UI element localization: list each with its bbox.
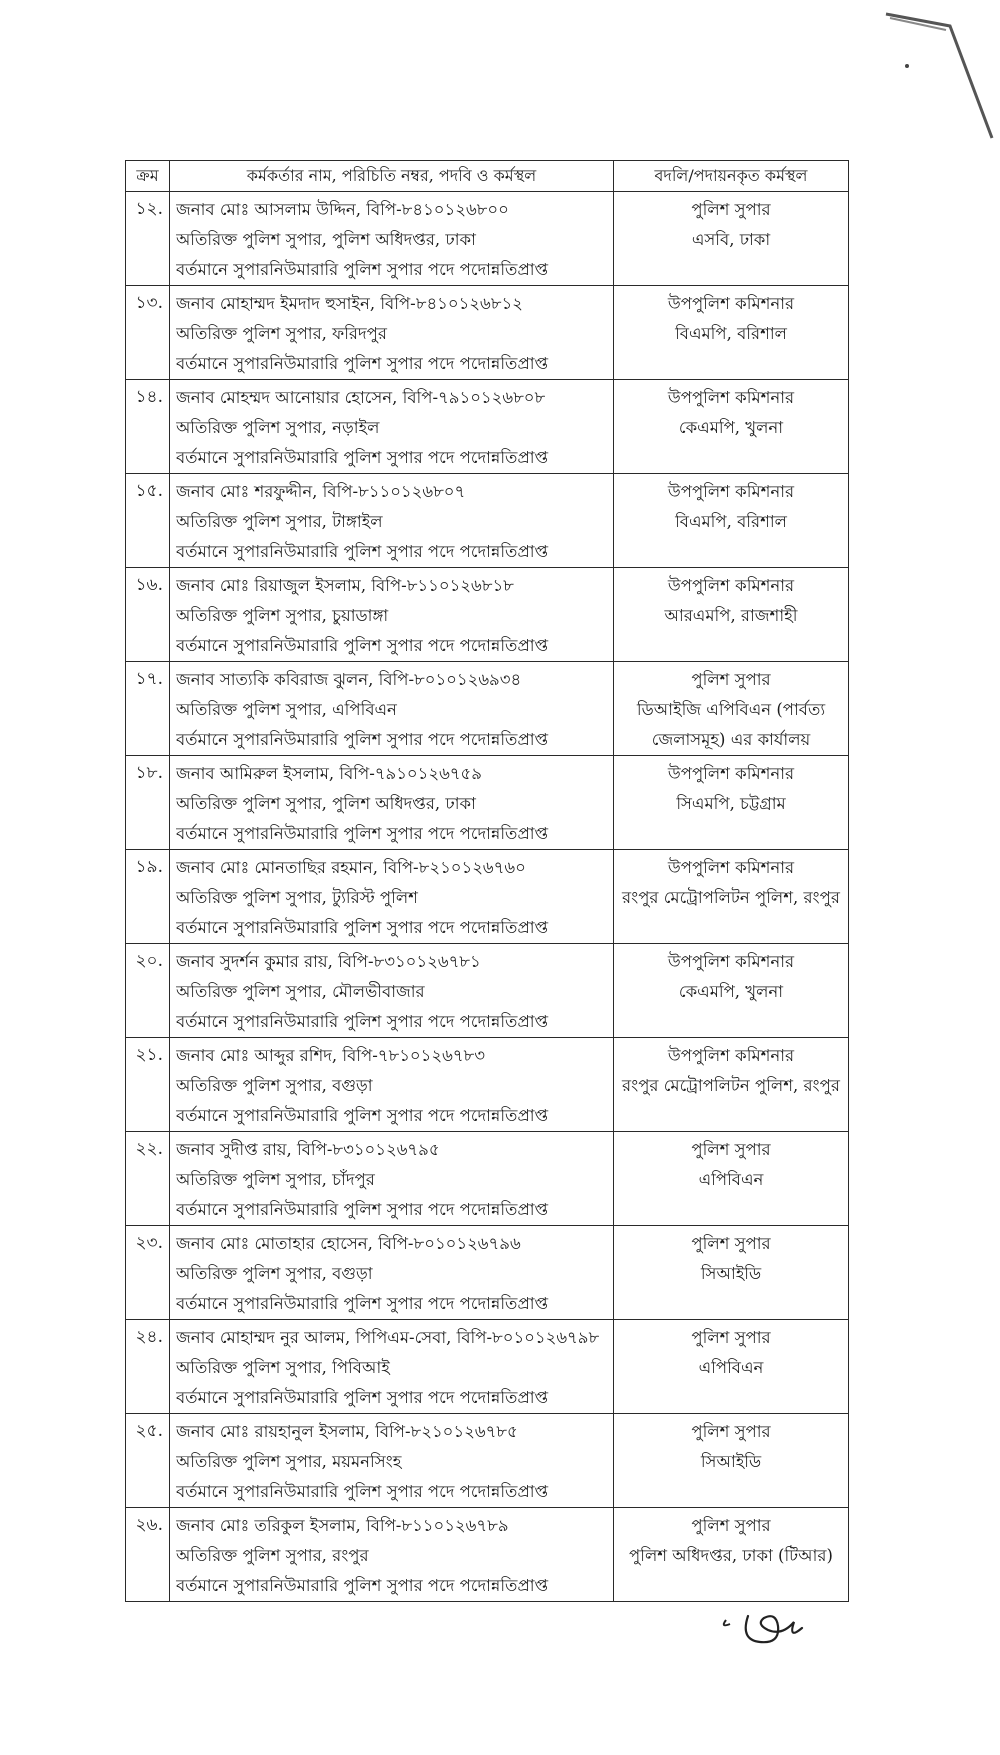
row-serial: ১৫. [126,474,170,568]
officer-current-post-line: অতিরিক্ত পুলিশ সুপার, বগুড়া [176,1264,373,1283]
new-posting-cell [614,1226,849,1320]
folded-corner-mark [880,8,1000,158]
row-serial: ১৩. [126,286,170,380]
table-row [126,1508,849,1602]
officer-details-cell [170,474,614,568]
officer-current-post-line: অতিরিক্ত পুলিশ সুপার, ট্যুরিস্ট পুলিশ [176,888,418,907]
officer-promotion-line: বর্তমানে সুপারনিউমারারি পুলিশ সুপার পদে পদোন্নতিপ্রাপ্ত [176,1388,549,1407]
table-row [126,850,849,944]
officer-details-cell [170,756,614,850]
new-posting-cell [614,1414,849,1508]
officer-name-line: জনাব মোঃ তরিকুল ইসলাম, বিপি-৮১১০১২৬৭৮৯ [176,1516,509,1535]
officer-name-line: জনাব সাত্যকি কবিরাজ ঝুলন, বিপি-৮০১০১২৬৯৩৪ [176,670,522,689]
new-posting-cell [614,286,849,380]
table-row [126,474,849,568]
officer-name-line: জনাব মোঃ রায়হানুল ইসলাম, বিপি-৮২১০১২৬৭৮৫ [176,1422,518,1441]
officer-details-cell [170,568,614,662]
posting-location: এপিবিএন [698,1358,764,1377]
table-row [126,286,849,380]
table-body [126,192,849,1602]
new-posting-cell [614,850,849,944]
officer-name-line: জনাব মোঃ আসলাম উদ্দিন, বিপি-৮৪১০১২৬৮০০ [176,200,509,219]
row-serial: ১৪. [126,380,170,474]
officer-name-line: জনাব মোহম্মদ আনোয়ার হোসেন, বিপি-৭৯১০১২৬৮০৮ [176,388,546,407]
table-row [126,1132,849,1226]
officer-name-line: জনাব মোঃ শরফুদ্দীন, বিপি-৮১১০১২৬৮০৭ [176,482,466,501]
officer-promotion-line: বর্তমানে সুপারনিউমারারি পুলিশ সুপার পদে পদোন্নতিপ্রাপ্ত [176,730,549,749]
table-row [126,756,849,850]
posting-designation: উপপুলিশ কমিশনার [667,294,795,313]
officer-name-line: জনাব মোহাম্মদ ইমদাদ হুসাইন, বিপি-৮৪১০১২৬৮১২ [176,294,523,313]
posting-location: ডিআইজি এপিবিএন (পার্বত্য [636,700,826,719]
posting-location: কেএমপি, খুলনা [678,982,784,1001]
posting-designation: পুলিশ সুপার [691,200,771,219]
row-serial: ২২. [126,1132,170,1226]
officer-current-post-line: অতিরিক্ত পুলিশ সুপার, ফরিদপুর [176,324,387,343]
posting-location: বিএমপি, বরিশাল [675,324,787,343]
posting-designation: পুলিশ সুপার [691,1234,771,1253]
header-serial: ক্রম [126,161,170,192]
officer-current-post-line: অতিরিক্ত পুলিশ সুপার, মৌলভীবাজার [176,982,425,1001]
posting-designation: উপপুলিশ কমিশনার [667,952,795,971]
row-serial: ১৭. [126,662,170,756]
officer-promotion-line: বর্তমানে সুপারনিউমারারি পুলিশ সুপার পদে পদোন্নতিপ্রাপ্ত [176,448,549,467]
officer-promotion-line: বর্তমানে সুপারনিউমারারি পুলিশ সুপার পদে পদোন্নতিপ্রাপ্ত [176,1106,549,1125]
posting-location: কেএমপি, খুলনা [678,418,784,437]
header-officer-details: কর্মকর্তার নাম, পরিচিতি নম্বর, পদবি ও কর্মস্থল [170,161,614,192]
posting-location: পুলিশ অধিদপ্তর, ঢাকা (টিআর) [629,1546,833,1565]
posting-location: আরএমপি, রাজশাহী [664,606,798,625]
officer-name-line: জনাব মোঃ মোতাহার হোসেন, বিপি-৮০১০১২৬৭৯৬ [176,1234,521,1253]
row-serial: ১৯. [126,850,170,944]
officer-details-cell [170,850,614,944]
row-serial: ২৬. [126,1508,170,1602]
officer-name-line: জনাব মোহাম্মদ নুর আলম, পিপিএম-সেবা, বিপি-৮০১০১২৬৭৯৮ [176,1328,600,1347]
officer-details-cell [170,1414,614,1508]
officer-promotion-line: বর্তমানে সুপারনিউমারারি পুলিশ সুপার পদে পদোন্নতিপ্রাপ্ত [176,260,549,279]
officer-name-line: জনাব সুদীপ্ত রায়, বিপি-৮৩১০১২৬৭৯৫ [176,1140,440,1159]
officer-promotion-line: বর্তমানে সুপারনিউমারারি পুলিশ সুপার পদে পদোন্নতিপ্রাপ্ত [176,1482,549,1501]
header-new-posting: বদলি/পদায়নকৃত কর্মস্থল [614,161,849,192]
posting-designation: পুলিশ সুপার [691,1140,771,1159]
row-serial: ২৫. [126,1414,170,1508]
table-header-row [126,161,849,192]
new-posting-cell [614,1132,849,1226]
new-posting-cell [614,568,849,662]
row-serial: ২৪. [126,1320,170,1414]
posting-designation: উপপুলিশ কমিশনার [667,764,795,783]
officer-details-cell [170,662,614,756]
posting-designation: উপপুলিশ কমিশনার [667,482,795,501]
officer-details-cell [170,1226,614,1320]
table-row [126,1038,849,1132]
officer-name-line: জনাব মোঃ রিয়াজুল ইসলাম, বিপি-৮১১০১২৬৮১৮ [176,576,514,595]
officer-current-post-line: অতিরিক্ত পুলিশ সুপার, ময়মনসিংহ [176,1452,402,1471]
officer-promotion-line: বর্তমানে সুপারনিউমারারি পুলিশ সুপার পদে পদোন্নতিপ্রাপ্ত [176,354,549,373]
new-posting-cell [614,756,849,850]
posting-location: রংপুর মেট্রোপলিটন পুলিশ, রংপুর [622,888,840,907]
table-row [126,1320,849,1414]
new-posting-cell [614,474,849,568]
officer-current-post-line: অতিরিক্ত পুলিশ সুপার, চুয়াডাঙ্গা [176,606,389,625]
officer-details-cell [170,286,614,380]
officer-details-cell [170,380,614,474]
new-posting-cell [614,944,849,1038]
row-serial: ২০. [126,944,170,1038]
officer-name-line: জনাব আমিরুল ইসলাম, বিপি-৭৯১০১২৬৭৫৯ [176,764,482,783]
officer-current-post-line: অতিরিক্ত পুলিশ সুপার, নড়াইল [176,418,380,437]
posting-designation: পুলিশ সুপার [691,1516,771,1535]
transfer-roster-table [125,160,849,1602]
posting-location: সিআইডি [700,1452,762,1471]
posting-designation: পুলিশ সুপার [691,1422,771,1441]
posting-designation: উপপুলিশ কমিশনার [667,576,795,595]
new-posting-cell [614,380,849,474]
posting-location: সিএমপি, চট্টগ্রাম [676,794,786,813]
officer-promotion-line: বর্তমানে সুপারনিউমারারি পুলিশ সুপার পদে পদোন্নতিপ্রাপ্ত [176,1576,549,1595]
officer-details-cell [170,1038,614,1132]
officer-current-post-line: অতিরিক্ত পুলিশ সুপার, রংপুর [176,1546,369,1565]
officer-details-cell [170,1320,614,1414]
posting-location: এপিবিএন [698,1170,764,1189]
table-row [126,1414,849,1508]
new-posting-cell [614,192,849,286]
posting-location: এসবি, ঢাকা [691,230,771,249]
officer-details-cell [170,944,614,1038]
new-posting-cell [614,1320,849,1414]
officer-details-cell [170,192,614,286]
posting-location: বিএমপি, বরিশাল [675,512,787,531]
posting-location: জেলাসমূহ) এর কার্যালয় [651,730,811,749]
row-serial: ২৩. [126,1226,170,1320]
officer-current-post-line: অতিরিক্ত পুলিশ সুপার, পিবিআই [176,1358,390,1377]
officer-current-post-line: অতিরিক্ত পুলিশ সুপার, পুলিশ অধিদপ্তর, ঢাকা [176,794,476,813]
officer-current-post-line: অতিরিক্ত পুলিশ সুপার, বগুড়া [176,1076,373,1095]
officer-current-post-line: অতিরিক্ত পুলিশ সুপার, চাঁদপুর [176,1170,375,1189]
new-posting-cell [614,1508,849,1602]
posting-designation: পুলিশ সুপার [691,1328,771,1347]
signature-initial [712,1598,832,1658]
posting-designation: উপপুলিশ কমিশনার [667,858,795,877]
officer-promotion-line: বর্তমানে সুপারনিউমারারি পুলিশ সুপার পদে পদোন্নতিপ্রাপ্ত [176,542,549,561]
officer-name-line: জনাব মোঃ আব্দুর রশিদ, বিপি-৭৮১০১২৬৭৮৩ [176,1046,485,1065]
new-posting-cell [614,662,849,756]
posting-location: রংপুর মেট্রোপলিটন পুলিশ, রংপুর [622,1076,840,1095]
table-row [126,1226,849,1320]
row-serial: ১৬. [126,568,170,662]
posting-designation: উপপুলিশ কমিশনার [667,1046,795,1065]
officer-details-cell [170,1132,614,1226]
officer-promotion-line: বর্তমানে সুপারনিউমারারি পুলিশ সুপার পদে পদোন্নতিপ্রাপ্ত [176,824,549,843]
table-row [126,192,849,286]
posting-designation: উপপুলিশ কমিশনার [667,388,795,407]
posting-location: সিআইডি [700,1264,762,1283]
officer-promotion-line: বর্তমানে সুপারনিউমারারি পুলিশ সুপার পদে পদোন্নতিপ্রাপ্ত [176,918,549,937]
officer-current-post-line: অতিরিক্ত পুলিশ সুপার, টাঙ্গাইল [176,512,383,531]
officer-current-post-line: অতিরিক্ত পুলিশ সুপার, পুলিশ অধিদপ্তর, ঢাকা [176,230,476,249]
officer-name-line: জনাব সুদর্শন কুমার রায়, বিপি-৮৩১০১২৬৭৮১ [176,952,481,971]
officer-current-post-line: অতিরিক্ত পুলিশ সুপার, এপিবিএন [176,700,397,719]
officer-details-cell [170,1508,614,1602]
row-serial: ১২. [126,192,170,286]
officer-promotion-line: বর্তমানে সুপারনিউমারারি পুলিশ সুপার পদে পদোন্নতিপ্রাপ্ত [176,1294,549,1313]
officer-promotion-line: বর্তমানে সুপারনিউমারারি পুলিশ সুপার পদে পদোন্নতিপ্রাপ্ত [176,1012,549,1031]
row-serial: ১৮. [126,756,170,850]
table-row [126,568,849,662]
officer-promotion-line: বর্তমানে সুপারনিউমারারি পুলিশ সুপার পদে পদোন্নতিপ্রাপ্ত [176,1200,549,1219]
posting-designation: পুলিশ সুপার [691,670,771,689]
new-posting-cell [614,1038,849,1132]
officer-promotion-line: বর্তমানে সুপারনিউমারারি পুলিশ সুপার পদে পদোন্নতিপ্রাপ্ত [176,636,549,655]
row-serial: ২১. [126,1038,170,1132]
table-row [126,662,849,756]
officer-name-line: জনাব মোঃ মোনতাছির রহমান, বিপি-৮২১০১২৬৭৬০ [176,858,526,877]
table-row [126,944,849,1038]
table-row [126,380,849,474]
